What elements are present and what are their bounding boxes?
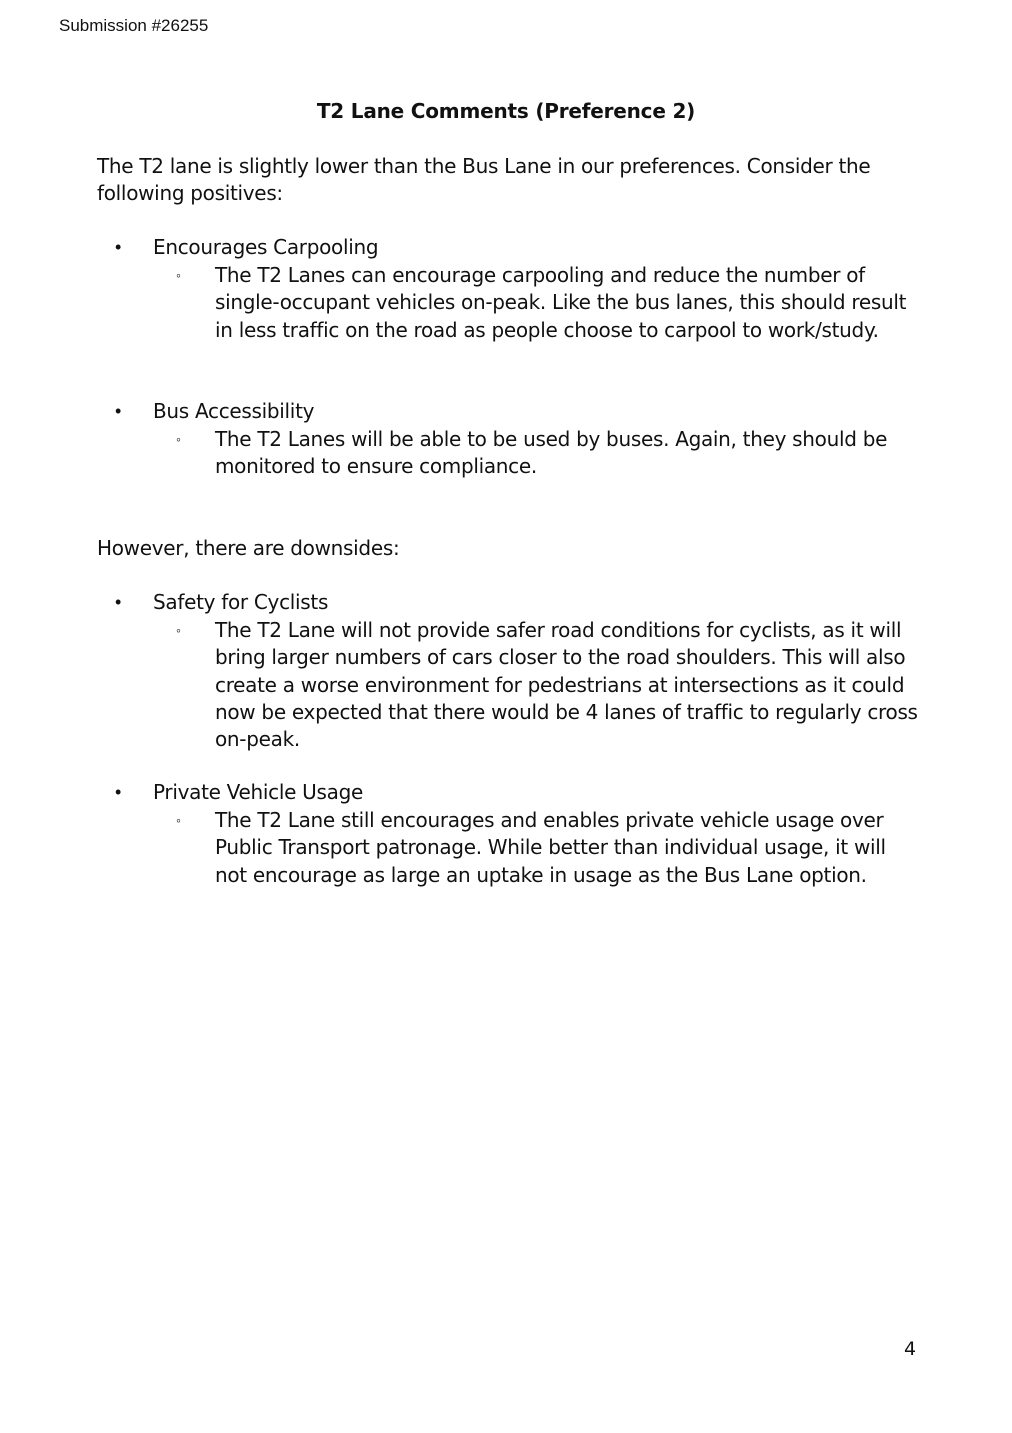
sub-bullet-marker: ◦ [176, 267, 181, 283]
sub-bullet-marker: ◦ [176, 812, 181, 828]
negative-detail-cyclist-safety: The T2 Lane will not provide safer road conditions for cyclists, as it will bring larger numbers of cars closer to the road shoulders. This will also create a worse environment for pedestrians at intersections as it could now be expected that there would be 4 lanes of traffic to regularly cross on-peak. [215, 618, 918, 752]
negative-detail-private-vehicle: The T2 Lane still encourages and enables private vehicle usage over Public Transport patronage. While better than individual usage, it will not encourage as large an uptake in usage as the Bus Lane option. [215, 808, 886, 887]
negative-heading-private-vehicle: Private Vehicle Usage [153, 780, 363, 804]
bullet-marker: • [115, 592, 122, 612]
positive-detail-bus-accessibility: The T2 Lanes will be able to be used by buses. Again, they should be monitored to ensure compliance. [215, 427, 888, 479]
submission-label: Submission #26255 [59, 16, 209, 35]
positive-heading-bus-accessibility: Bus Accessibility [153, 399, 315, 423]
negative-heading-cyclist-safety: Safety for Cyclists [153, 590, 329, 614]
intro-paragraph: The T2 lane is slightly lower than the Bus Lane in our preferences. Consider the following positives: [97, 154, 871, 206]
positive-heading-carpooling: Encourages Carpooling [153, 235, 379, 259]
bullet-marker: • [115, 782, 122, 802]
bullet-marker: • [115, 237, 122, 257]
page-number: 4 [904, 1338, 917, 1360]
downsides-intro: However, there are downsides: [97, 536, 400, 560]
sub-bullet-marker: ◦ [176, 431, 181, 447]
bullet-marker: • [115, 401, 122, 421]
sub-bullet-marker: ◦ [176, 622, 181, 638]
positive-detail-carpooling: The T2 Lanes can encourage carpooling and reduce the number of single-occupant vehicles on-peak. Like the bus lanes, this should result in less traffic on the road as people choose to carpool to work/study. [215, 263, 907, 342]
document-title: T2 Lane Comments (Preference 2) [316, 99, 696, 123]
